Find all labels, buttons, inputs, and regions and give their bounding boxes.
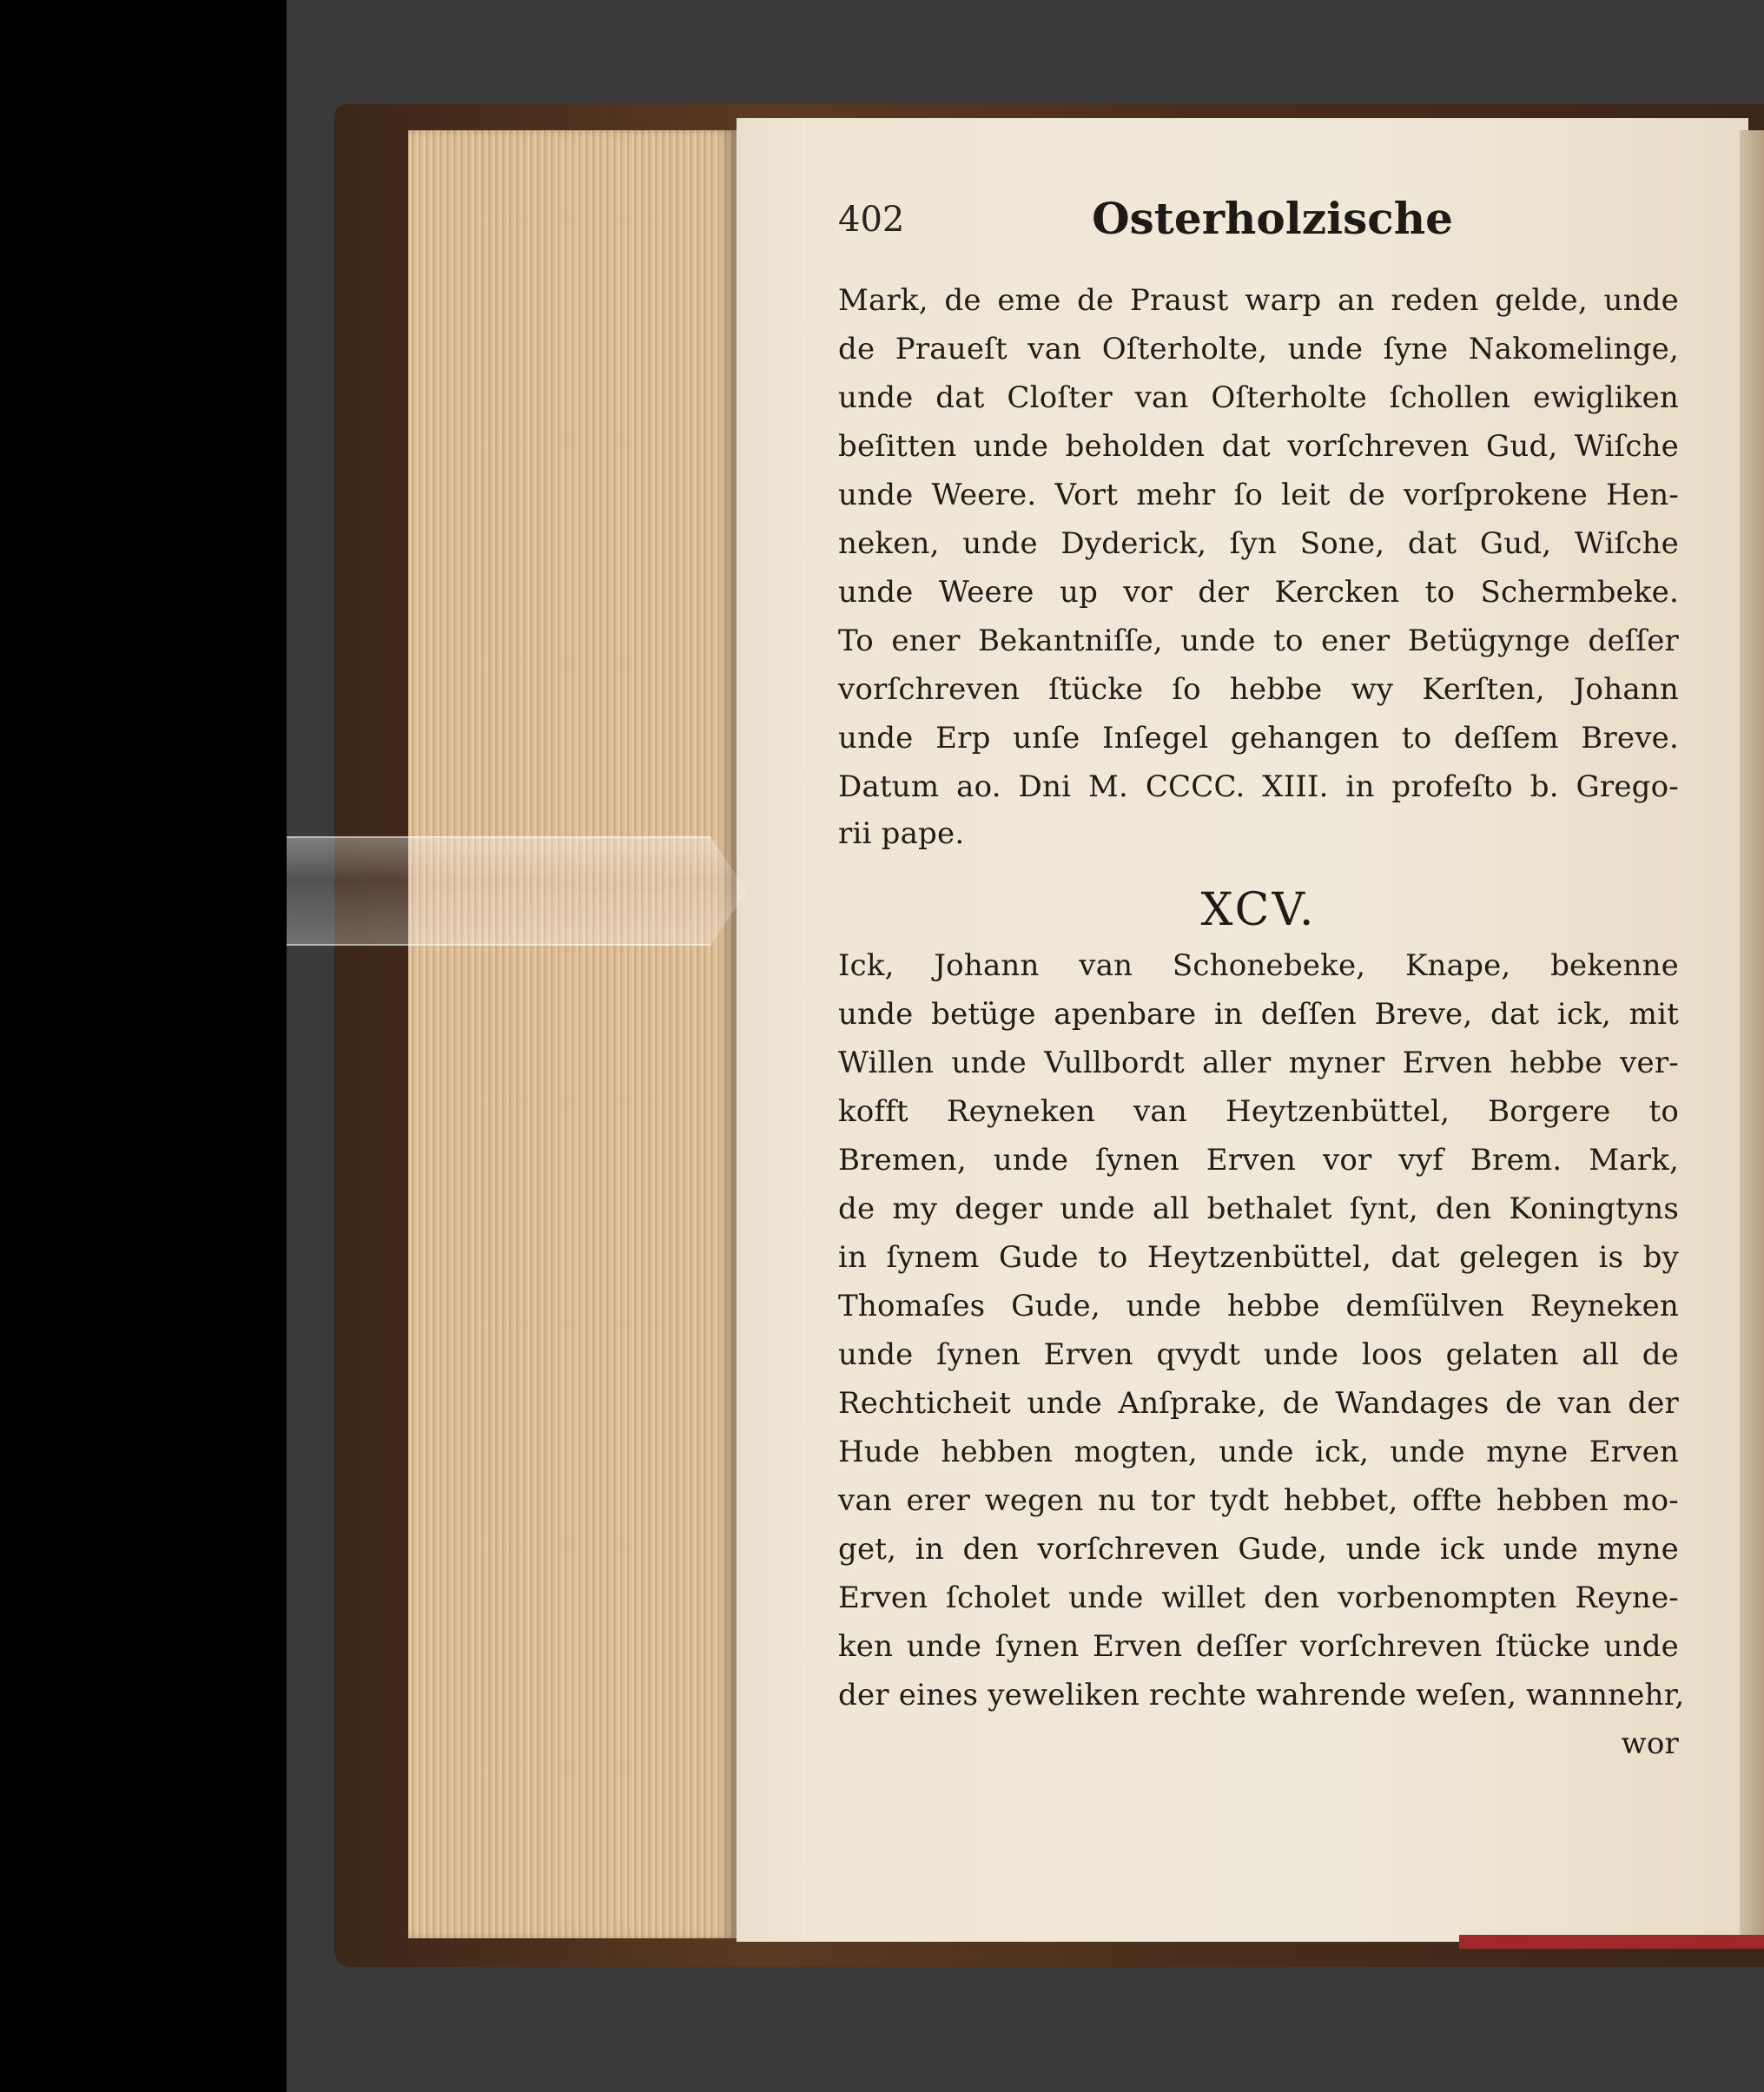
text-line: Willen unde Vullbordt aller myner Erven hebbe ver‑ <box>838 1046 1679 1080</box>
text-line: unde Weere. Vort mehr ſo leit de vorſprokene Hen‑ <box>838 478 1679 512</box>
text-line: in ſynem Gude to Heytzenbüttel, dat gelegen is by <box>838 1240 1679 1275</box>
text-line: get, in den vorſchreven Gude, unde ick unde myne <box>838 1532 1679 1567</box>
scan-margin-left <box>0 0 287 2092</box>
text-line: Rechticheit unde Anſprake, de Wandages de van der <box>838 1386 1679 1421</box>
text-line: Bremen, unde ſynen Erven vor vyf Brem. Mark, <box>838 1143 1679 1178</box>
text-line: beſitten unde beholden dat vorſchreven Gud, Wiſche <box>838 429 1679 464</box>
text-line: unde ſynen Erven qvydt unde loos gelaten all de <box>838 1337 1679 1372</box>
text-line: rii pape. <box>838 816 965 851</box>
text-line: Erven ſcholet unde willet den vorbenompten Reyne‑ <box>838 1581 1679 1615</box>
text-line: unde betüge apenbare in deſſen Breve, dat ick, mit <box>838 997 1679 1032</box>
text-line: der eines yeweliken rechte wahrende weſen, wannnehr, <box>838 1678 1685 1713</box>
text-line: Hude hebben mogten, unde ick, unde myne Erven <box>838 1435 1679 1469</box>
text-line: Datum ao. Dni M. CCCC. XIII. in profeſto b. Grego‑ <box>838 769 1679 804</box>
page-header <box>838 193 1672 254</box>
text-line: Thomaſes Gude, unde hebbe demſülven Reyneken <box>838 1289 1679 1323</box>
text-line: ken unde ſynen Erven deſſer vorſchreven ſtücke unde <box>838 1629 1679 1664</box>
facing-page-edge <box>1740 130 1764 1937</box>
text-line: vorſchreven ſtücke ſo hebbe wy Kerſten, Johann <box>838 672 1679 707</box>
text-line: kofft Reyneken van Heytzenbüttel, Borgere to <box>838 1094 1679 1129</box>
page-edges <box>408 130 737 1938</box>
page-edges-shadow <box>721 130 738 1938</box>
text-line: unde Weere up vor der Kercken to Schermbeke. <box>838 575 1679 610</box>
text-line: Ick, Johann van Schonebeke, Knape, bekenne <box>838 948 1679 983</box>
red-ribbon <box>1459 1935 1764 1949</box>
text-line: neken, unde Dyderick, ſyn Sone, dat Gud, Wiſche <box>838 526 1679 561</box>
running-head: Osterholzische <box>1092 193 1453 244</box>
text-line: unde Erp unſe Inſegel gehangen to deſſem Breve. <box>838 721 1679 756</box>
text-line: Mark, de eme de Praust warp an reden gelde, unde <box>838 283 1679 318</box>
section-heading: XCV. <box>1200 884 1317 936</box>
text-line: To ener Bekantniſſe, unde to ener Betügynge deſſer <box>838 624 1679 658</box>
text-line: van erer wegen nu tor tydt hebbet, offte hebben mo‑ <box>838 1483 1679 1518</box>
text-line: de Praueſt van Oſterholte, unde ſyne Nakomelinge, <box>838 332 1679 366</box>
transparent-bookmark <box>287 836 747 946</box>
text-line: de my deger unde all bethalet ſynt, den Koningtyns <box>838 1191 1679 1226</box>
text-line: unde dat Cloſter van Oſterholte ſchollen ewigliken <box>838 380 1679 415</box>
page-number: 402 <box>838 200 905 240</box>
catchword: wor <box>1621 1726 1679 1761</box>
